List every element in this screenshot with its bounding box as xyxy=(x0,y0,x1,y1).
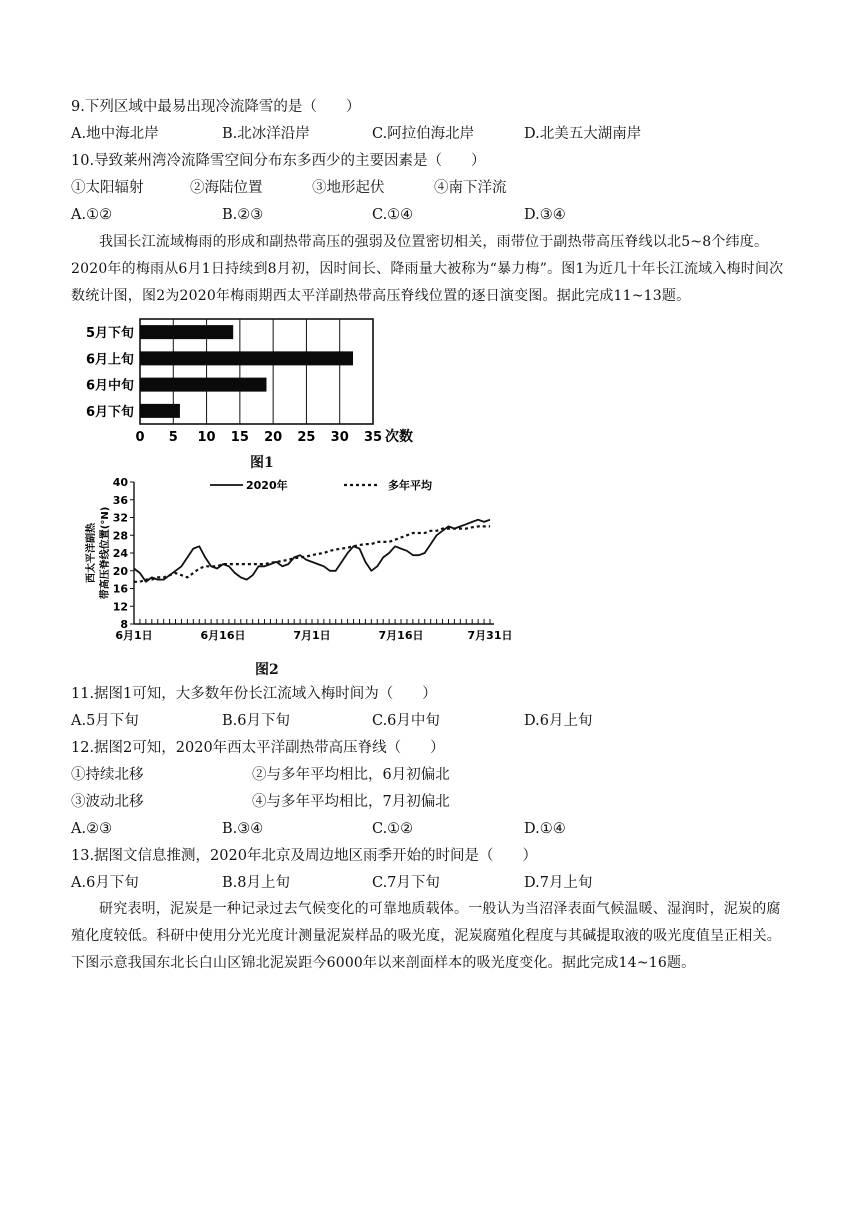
q12-option-c: C.①② xyxy=(372,821,414,837)
x-tick-label-2: 10 xyxy=(197,430,216,445)
q12-option-d: D.①④ xyxy=(524,821,566,837)
q10-option-b: B.②③ xyxy=(222,207,264,223)
category-label-1: 6月上旬 xyxy=(85,352,134,368)
q10-item-2: ②海陆位置 xyxy=(190,180,263,196)
y-tick-label-8: 40 xyxy=(112,476,128,489)
y-axis-label-line-2: 带高压脊线位置(°N) xyxy=(100,506,111,600)
y-tick-label-2: 16 xyxy=(112,582,128,596)
q13-stem: 13.据图文信息推测，2020年北京及周边地区雨季开始的时间是（ ） xyxy=(71,848,537,864)
q10-item-4: ④南下洋流 xyxy=(434,180,507,196)
passage-meiyu: 我国长江流域梅雨的形成和副热带高压的强弱及位置密切相关，雨带位于副热带高压脊线以北5~8个纬度。2020年的梅雨从6月1日持续到8月初，因时间长、降雨量大被称为“暴力梅”。图1为近几十年长江流域入梅时间次数统计图，图2为2020年梅雨期西太平洋副热带高压脊线位置的逐日演变图。据此完成11~13题。 xyxy=(71,234,784,304)
q9-option-d: D.北美五大湖南岸 xyxy=(524,126,642,142)
category-label-2: 6月中旬 xyxy=(85,378,134,394)
figure-2-line-chart xyxy=(80,472,513,650)
category-label-0: 5月下旬 xyxy=(85,326,134,342)
q11-option-b: B.6月下旬 xyxy=(222,713,290,729)
x-tick-label-0: 0 xyxy=(135,430,145,445)
q13-option-d: D.7月上旬 xyxy=(524,875,593,891)
q12-option-a: A.②③ xyxy=(71,821,113,837)
q13-option-b: B.8月上旬 xyxy=(222,875,290,891)
q9-option-a: A.地中海北岸 xyxy=(71,126,159,142)
q9-option-b: B.北冰洋沿岸 xyxy=(222,126,310,142)
x-tick-label-1: 5 xyxy=(168,430,178,445)
q11-option-a: A.5月下旬 xyxy=(71,713,139,729)
bar-2 xyxy=(140,378,266,392)
passage-peat: 研究表明，泥炭是一种记录过去气候变化的可靠地质载体。一般认为当沼泽表面气候温暖、湿润时，泥炭的腐殖化度较低。科研中使用分光光度计测量泥炭样品的吸光度，泥炭腐殖化程度与其碱提取液的吸光度值呈正相关。下图示意我国东北长白山区锦北泥炭距今6000年以来剖面样本的吸光度变化。据此完成14~16题。 xyxy=(71,901,781,971)
figure-2-caption: 图2 xyxy=(255,662,279,678)
y-tick-label-3: 20 xyxy=(112,564,128,578)
figure-1-caption: 图1 xyxy=(250,455,274,471)
y-tick-label-1: 12 xyxy=(112,600,128,614)
q13-option-a: A.6月下旬 xyxy=(71,875,139,891)
q12-item-4: ④与多年平均相比，7月初偏北 xyxy=(252,794,450,810)
y-tick-label-5: 28 xyxy=(112,529,128,543)
x-tick-label-3: 15 xyxy=(230,430,249,445)
q12-stem: 12.据图2可知，2020年西太平洋副热带高压脊线（ ） xyxy=(71,740,445,756)
q11-option-c: C.6月中旬 xyxy=(372,713,440,729)
series-line-0 xyxy=(134,520,490,582)
legend-label-1: 多年平均 xyxy=(388,479,432,492)
x-axis-label: 次数 xyxy=(385,429,413,445)
q9-stem: 9.下列区域中最易出现冷流降雪的是（ ） xyxy=(71,99,361,115)
x-tick-label-4: 7月31日 xyxy=(467,629,513,642)
q10-option-d: D.③④ xyxy=(524,207,566,223)
x-tick-label-7: 35 xyxy=(363,430,383,445)
q11-stem: 11.据图1可知，大多数年份长江流域入梅时间为（ ） xyxy=(71,686,437,702)
bar-1 xyxy=(140,351,353,365)
x-tick-label-4: 20 xyxy=(264,430,283,445)
y-tick-label-0: 8 xyxy=(120,618,128,631)
x-tick-label-5: 25 xyxy=(297,430,316,445)
x-tick-label-2: 7月1日 xyxy=(293,629,331,642)
x-tick-label-1: 6月16日 xyxy=(200,629,246,642)
x-tick-label-3: 7月16日 xyxy=(378,629,424,642)
figure-1-bar-chart xyxy=(70,312,430,447)
q10-option-a: A.①② xyxy=(71,207,113,223)
y-tick-label-6: 32 xyxy=(112,511,128,525)
category-label-3: 6月下旬 xyxy=(85,404,134,420)
q10-stem: 10.导致莱州湾冷流降雪空间分布东多西少的主要因素是（ ） xyxy=(71,153,486,169)
y-tick-label-4: 24 xyxy=(112,547,128,560)
q13-option-c: C.7月下旬 xyxy=(372,875,440,891)
q12-option-b: B.③④ xyxy=(222,821,264,837)
q12-item-3: ③波动北移 xyxy=(71,794,144,810)
bar-0 xyxy=(140,325,233,339)
q10-item-1: ①太阳辐射 xyxy=(71,180,144,196)
y-axis-label-line-1: 西太平洋副热 xyxy=(86,523,97,583)
bar-3 xyxy=(140,404,180,418)
q12-item-2: ②与多年平均相比，6月初偏北 xyxy=(252,767,450,783)
legend-label-0: 2020年 xyxy=(246,479,288,492)
x-tick-label-0: 6月1日 xyxy=(115,629,153,642)
q10-item-3: ③地形起伏 xyxy=(312,180,385,196)
q10-option-c: C.①④ xyxy=(372,207,414,223)
y-tick-label-7: 36 xyxy=(112,493,128,507)
q9-option-c: C.阿拉伯海北岸 xyxy=(372,126,475,142)
q12-item-1: ①持续北移 xyxy=(71,767,144,783)
q11-option-d: D.6月上旬 xyxy=(524,713,593,729)
x-tick-label-6: 30 xyxy=(330,430,349,445)
